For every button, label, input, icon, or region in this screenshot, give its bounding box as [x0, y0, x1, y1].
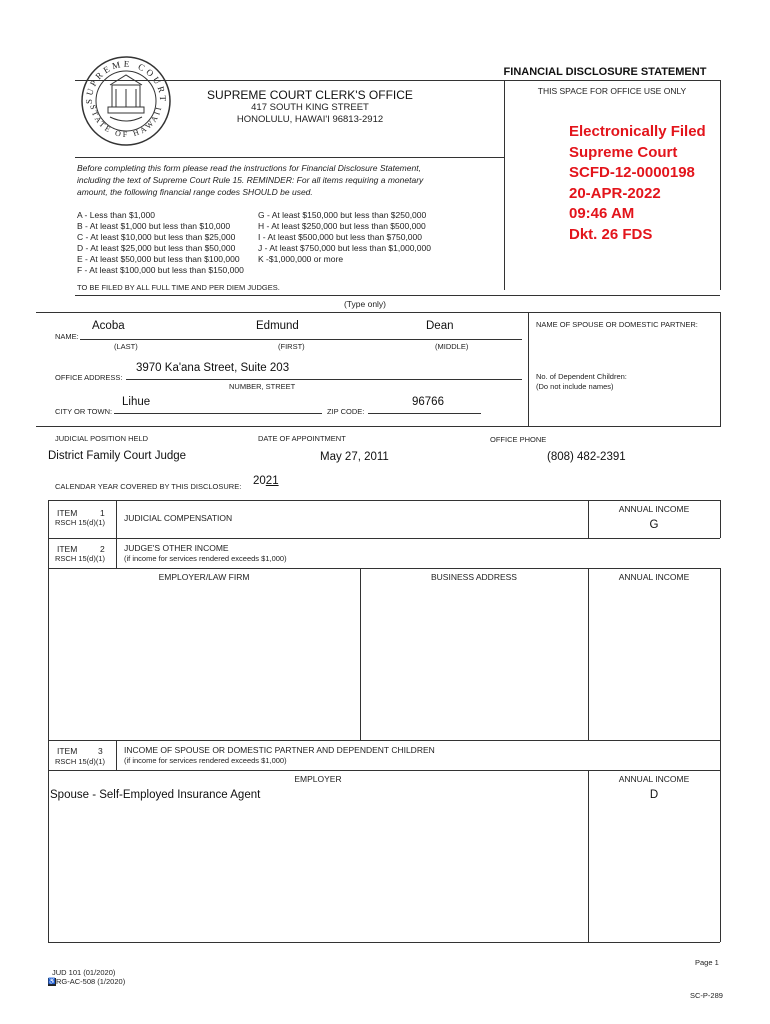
item2-num: 2 — [100, 544, 105, 554]
item2-col-income: ANNUAL INCOME — [618, 572, 690, 582]
court-seal — [80, 55, 172, 147]
name-label: NAME: — [55, 332, 79, 341]
stamp-line-1: Electronically Filed — [569, 123, 706, 140]
item3-income-value[interactable]: D — [649, 789, 659, 801]
office-box-left — [504, 80, 505, 290]
zip-value[interactable]: 96766 — [412, 396, 444, 408]
item3-left — [48, 740, 49, 770]
instructions-line-1: Before completing this form please read the instructions for Financial Disclosure Statement, — [77, 163, 421, 173]
svg-text:STATE OF HAWAII: STATE OF HAWAII — [88, 104, 164, 140]
appointment-label: DATE OF APPOINTMENT — [258, 434, 346, 443]
calendar-year[interactable] — [253, 475, 279, 487]
accessibility-icon: ♿ — [48, 979, 56, 986]
office-name: SUPREME COURT CLERK'S OFFICE — [207, 88, 413, 102]
item1-income-value[interactable]: G — [649, 519, 659, 531]
item3-header-rule — [48, 770, 720, 771]
last-name-value[interactable]: Acoba — [92, 320, 125, 332]
stamp-line-4: 20-APR-2022 — [569, 184, 661, 202]
filing-stamp — [569, 122, 719, 245]
item3-num: 3 — [98, 746, 103, 756]
instructions-rule — [75, 157, 504, 158]
item3-col-income: ANNUAL INCOME — [618, 774, 690, 784]
zip-line — [368, 413, 481, 414]
item3-rule: RSCH 15(d)(1) — [55, 757, 106, 766]
item1-income-label: ANNUAL INCOME — [618, 504, 690, 514]
item2-rule: RSCH 15(d)(1) — [55, 554, 106, 563]
item2-col-employer: EMPLOYER/LAW FIRM — [158, 572, 250, 582]
code-h: H - At least $250,000 but less than $500,000 — [258, 221, 426, 231]
code-f: F - At least $100,000 but less than $150,000 — [77, 265, 244, 275]
item1-title: JUDICIAL COMPENSATION — [124, 513, 233, 523]
document-code: SC-P-289 — [690, 991, 723, 1000]
item2-subtitle: (if income for services rendered exceeds $1,000) — [124, 554, 287, 563]
dependents-line-2: (Do not include names) — [536, 382, 614, 391]
code-b: B - At least $1,000 but less than $10,000 — [77, 221, 231, 231]
item1-num: 1 — [100, 508, 105, 518]
item2-left — [48, 538, 49, 568]
position-rule — [36, 426, 721, 427]
calendar-year-prefix: 20 — [253, 475, 266, 487]
page-number: Page 1 — [695, 958, 719, 967]
item3-divider — [116, 740, 117, 770]
calendar-label: CALENDAR YEAR COVERED BY THIS DISCLOSURE: — [55, 482, 242, 491]
type-only-rule — [75, 295, 720, 296]
type-only: (Type only) — [343, 299, 387, 309]
right-edge-upper — [720, 312, 721, 426]
item2-grid-mid — [360, 568, 361, 740]
filed-by-note: TO BE FILED BY ALL FULL TIME AND PER DIEM JUDGES. — [77, 283, 280, 292]
range-codes-left — [77, 210, 244, 276]
spouse-divider — [528, 312, 529, 426]
item2-item: ITEM — [57, 544, 78, 554]
item3-title: INCOME OF SPOUSE OR DOMESTIC PARTNER AND DEPENDENT CHILDREN — [124, 745, 435, 755]
item1-rule: RSCH 15(d)(1) — [55, 518, 106, 527]
office-use-label: THIS SPACE FOR OFFICE USE ONLY — [537, 86, 687, 96]
item1-top-rule — [48, 500, 720, 501]
item3-item: ITEM — [57, 746, 78, 756]
svg-text:SUPREME COURT: SUPREME COURT — [83, 58, 169, 105]
dependents-label — [536, 372, 627, 392]
item2-grid-right — [720, 568, 721, 740]
item1-right — [720, 500, 721, 538]
item3-col-employer: EMPLOYER — [294, 774, 342, 784]
instructions — [77, 162, 497, 198]
code-d: D - At least $25,000 but less than $50,000 — [77, 243, 236, 253]
instructions-line-2: including the text of Supreme Court Rule 15. REMINDER: For all items requiring a monetary — [77, 175, 424, 185]
office-city: HONOLULU, HAWAI'I 96813-2912 — [236, 114, 384, 125]
office-street: 417 SOUTH KING STREET — [251, 102, 369, 113]
item1-left — [48, 500, 49, 538]
phone-label: OFFICE PHONE — [490, 435, 547, 444]
code-a: A - Less than $1,000 — [77, 210, 155, 220]
name-line — [80, 339, 522, 340]
code-j: J - At least $750,000 but less than $1,000,000 — [258, 243, 431, 253]
city-line — [114, 413, 322, 414]
instructions-line-3: amount, the following financial range codes SHOULD be used. — [77, 187, 313, 197]
stamp-line-6: Dkt. 26 FDS — [569, 225, 653, 243]
range-codes-right — [258, 210, 431, 265]
item3-grid-right — [720, 770, 721, 942]
item2-divider — [116, 538, 117, 568]
item2-title: JUDGE'S OTHER INCOME — [124, 543, 229, 553]
stamp-line-5: 09:46 AM — [569, 205, 635, 222]
item3-grid-left — [48, 770, 49, 942]
office-address-label: OFFICE ADDRESS: — [55, 373, 123, 382]
form-number-2-text: RG-AC-508 (1/2020) — [56, 977, 126, 986]
phone-value[interactable]: (808) 482-2391 — [547, 451, 626, 463]
last-caption: (LAST) — [114, 342, 138, 351]
calendar-year-suffix: 21 — [265, 475, 279, 487]
office-address-value[interactable]: 3970 Ka'ana Street, Suite 203 — [136, 362, 290, 374]
name-section-rule — [36, 312, 721, 313]
item2-top-rule — [48, 538, 720, 539]
appointment-value[interactable]: May 27, 2011 — [320, 451, 389, 463]
code-g: G - At least $150,000 but less than $250,000 — [258, 210, 427, 220]
stamp-line-2: Supreme Court — [569, 143, 678, 161]
first-caption: (FIRST) — [278, 342, 305, 351]
code-k: K -$1,000,000 or more — [258, 254, 344, 264]
item2-header-rule — [48, 568, 720, 569]
item3-top-rule — [48, 740, 720, 741]
item1-item: ITEM — [57, 508, 78, 518]
code-i: I - At least $500,000 but less than $750,000 — [258, 232, 422, 242]
dependents-line-1: No. of Dependent Children: — [536, 372, 627, 381]
position-label: JUDICIAL POSITION HELD — [55, 434, 149, 443]
middle-name-value[interactable]: Dean — [426, 320, 454, 332]
item2-grid-left — [48, 568, 49, 740]
zip-label: ZIP CODE: — [327, 407, 365, 416]
first-name-value[interactable]: Edmund — [256, 320, 299, 332]
item3-right-top — [720, 740, 721, 770]
item3-bottom-rule — [48, 942, 720, 943]
item2-grid-income — [588, 568, 589, 740]
form-number: JUD 101 (01/2020) — [52, 968, 116, 977]
item2-col-address: BUSINESS ADDRESS — [431, 572, 517, 582]
code-e: E - At least $50,000 but less than $100,000 — [77, 254, 240, 264]
form-title: FINANCIAL DISCLOSURE STATEMENT — [503, 66, 707, 78]
form-number-2 — [48, 977, 125, 986]
seal-graphic — [80, 55, 172, 147]
item3-employer-value[interactable]: Spouse - Self-Employed Insurance Agent — [50, 789, 261, 801]
middle-caption: (MIDDLE) — [435, 342, 469, 351]
city-label: CITY OR TOWN: — [55, 407, 113, 416]
office-box-right — [720, 80, 721, 290]
office-address-caption: NUMBER, STREET — [229, 382, 296, 391]
office-address-line — [126, 379, 522, 380]
position-value[interactable]: District Family Court Judge — [48, 450, 187, 462]
spouse-label: NAME OF SPOUSE OR DOMESTIC PARTNER: — [536, 320, 698, 329]
city-value[interactable]: Lihue — [122, 396, 151, 408]
header-rule — [75, 80, 720, 81]
item1-divider — [116, 500, 117, 538]
stamp-line-3: SCFD-12-0000198 — [569, 164, 695, 181]
item3-subtitle: (if income for services rendered exceeds $1,000) — [124, 756, 287, 765]
code-c: C - At least $10,000 but less than $25,000 — [77, 232, 236, 242]
